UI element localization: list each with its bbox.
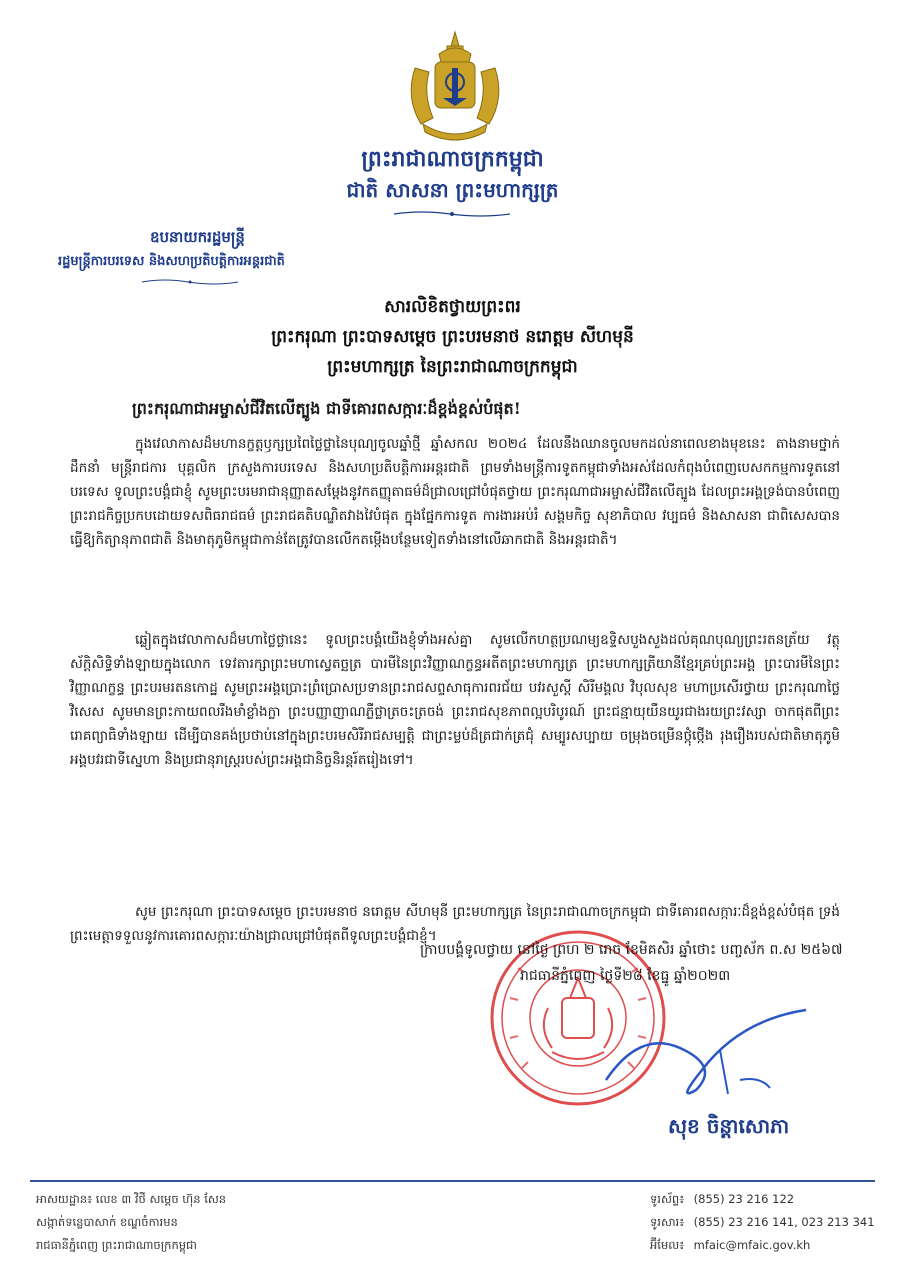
ministry-office: ឧបនាយករដ្ឋមន្ត្រី — [150, 228, 245, 246]
body-paragraph-2: ឆ្លៀតក្នុងវេលាកាសដ៏មហាថ្លៃថ្លានេះ ទូលព្រះបង្គំយើងខ្ញុំទាំងអស់គ្នា សូមលើកហត្ថប្រណម្យឧទ្ទិសបួងសួងដល់គុណបុណ្យព្រះរតនត្រ័យ វត្ថុស័ក្តិសិទ្ធិទាំងឡាយក្នុងលោក ទេវតារក្សាព្រះមហាស្វេតច្ឆត្រ បារមីនៃព្រះវិញ្ញាណក្ខន្ធអតីតព្រះមហាក្សត្រ ព្រះមហាក្សត្រីយានីខ្មែរគ្រប់ព្រះអង្គ ព្រះបារមីនៃព្រះវិញ្ញាណក្ខន្ធ ព្រះបរមរតនកោដ្ឋ សូមព្រះអង្គប្រោះព្រំប្រោសប្រទានព្រះរាជសព្ទសាធុការពរជ័យ បវរសួស្តី សិរីមង្គល វិបុលសុខ មហាប្រសើរថ្វាយ ព្រះករុណាថ្លៃវិសេស សូមមានព្រះកាយពលរឹងមាំខ្លាំងក្លា ព្រះបញ្ញាញាណភ្លឺថ្លាត្រចះត្រចង់ ព្រះរាជសុខភាពល្អបរិបូរណ៍ ព្រះជន្មាយុយឺនយូរជាងរយព្រះវស្សា ចាកផុតពីព្រះរោគព្យាធិទាំងឡាយ ដើម្បីបានគង់ប្រថាប់នៅក្នុងព្រះបរមសិរីរាជសម្បត្តិ ជាព្រះម្លប់ដ៏ត្រជាក់ត្រជុំ សម្បូរសប្បាយ ចម្រុងចម្រើនថ្កុំថ្កើង រុងរឿងរបស់ជាតិមាតុភូមិ អង្គបវរជាទីស្នេហា និងប្រជានុរាស្ត្ររបស់ព្រះអង្គជានិច្ចនិរន្តរ៍តរៀងទៅ។ — [70, 632, 840, 768]
body-paragraph-3: សូម ព្រះករុណា ព្រះបាទសម្តេច ព្រះបរមនាថ នរោត្តម សីហមុនី ព្រះមហាក្សត្រ នៃព្រះរាជាណាចក្រកម្ពុជា ជាទីគោរពសក្ការៈដ៏ខ្ពង់ខ្ពស់បំផុត ទ្រង់ព្រះមេត្តាទទួលនូវការគោរពសក្ការៈយ៉ាងជ្រាលជ្រៅបំផុតពីទូលព្រះបង្គំជាខ្ញុំ។ — [70, 904, 840, 944]
footer-fax — [650, 1215, 875, 1232]
ministry-flourish-icon — [140, 278, 240, 286]
royal-emblem-icon — [395, 28, 515, 148]
dateline-lunar: ក្រាបបង្គំទូលថ្វាយ នៅថ្ងៃ ព្រហ ២ រោច ខែមិគសិរ ឆ្នាំថោះ បញ្ចស័ក ព.ស ២៥៦៧ — [420, 942, 843, 958]
footer-phone — [650, 1192, 794, 1209]
flourish-divider-icon — [392, 210, 512, 218]
phone-value: (855) 23 216 122 — [693, 1192, 795, 1206]
national-motto: ជាតិ សាសនា ព្រះមហាក្សត្រ — [346, 178, 559, 202]
ministry-name: រដ្ឋមន្ត្រីការបរទេស និងសហប្រតិបត្តិការអន្តរជាតិ — [58, 254, 285, 269]
email-value[interactable]: mfaic@mfaic.gov.kh — [693, 1238, 811, 1252]
letter-title: សារលិខិតថ្វាយព្រះពរ — [384, 297, 521, 317]
footer-address-line-2: សង្កាត់ទន្លេបាសាក់ ខណ្ឌចំការមន — [36, 1215, 178, 1229]
letter-recipient-title: ព្រះមហាក្សត្រ នៃព្រះរាជាណាចក្រកម្ពុជា — [327, 357, 578, 377]
body-paragraph-1: ក្នុងវេលាកាសដ៏មហានក្ខត្តឫក្សប្រពៃថ្លៃថ្លានៃបុណ្យចូលឆ្នាំថ្មី ឆ្នាំសកល ២០២៤ ដែលនឹងឈានចូលមកដល់នាពេលខាងមុខនេះ តាងនាមថ្នាក់ដឹកនាំ មន្ត្រីរាជការ បុគ្គលិក ក្រសួងការបរទេស និងសហប្រតិបត្តិការអន្តរជាតិ ព្រមទាំងមន្ត្រីការទូតកម្ពុជាទាំងអស់ដែលកំពុងបំពេញបេសកកម្មការទូតនៅបរទេស ទូលព្រះបង្គំជាខ្ញុំ សូមព្រះបរមរាជានុញ្ញាតសម្តែងនូវកតញ្ញុតាធម៌ដ៏ជ្រាលជ្រៅបំផុតថ្វាយ ព្រះករុណាជាអម្ចាស់ជីវិតលើត្បូង ដែលព្រះអង្គទ្រង់បានបំពេញព្រះរាជកិច្ចប្រកបដោយទសពិធរាជធម៌ ព្រះរាជគតិបណ្ឌិតវាងវៃបំផុត ក្នុងផ្នែកការទូត ការងារអប់រំ សង្គមកិច្ច សុខាភិបាល វប្បធម៌ និងសាសនា ជាពិសេសបានធ្វើឱ្យកិត្យានុភាពជាតិ និងមាតុភូមិកម្ពុជាកាន់តែត្រូវបានលើកតម្កើងបន្ថែមទៀតទាំងនៅលើឆាកជាតិ និងអន្តរជាតិ។ — [70, 436, 840, 548]
letter-recipient: ព្រះករុណា ព្រះបាទសម្តេច ព្រះបរមនាថ នរោត្តម សីហមុនី — [271, 327, 634, 347]
footer-divider — [30, 1180, 875, 1182]
signature-icon — [600, 990, 810, 1100]
signatory-name: សុខ ចិន្តាសោភា — [668, 1114, 790, 1138]
email-label: អ៊ីមែល៖ — [650, 1238, 685, 1252]
salutation: ព្រះករុណាជាអម្ចាស់ជីវិតលើត្បូង ជាទីគោរពសក្ការៈដ៏ខ្ពង់ខ្ពស់បំផុត! — [132, 399, 521, 418]
dateline-gregorian: រាជធានីភ្នំពេញ ថ្ងៃទី២៨ ខែធ្នូ ឆ្នាំ២០២៣ — [520, 968, 731, 984]
footer-address-line-1: អាសយដ្ឋាន៖ លេខ ៣ វិថី សម្តេច ហ៊ុន សែន — [36, 1192, 227, 1206]
phone-label: ទូរស័ព្ទ៖ — [650, 1192, 685, 1206]
fax-value: (855) 23 216 141, 023 213 341 — [693, 1215, 875, 1229]
kingdom-name: ព្រះរាជាណាចក្រកម្ពុជា — [361, 146, 544, 172]
footer-address-line-3: រាជធានីភ្នំពេញ ព្រះរាជាណាចក្រកម្ពុជា — [36, 1238, 197, 1252]
footer-email — [650, 1238, 810, 1255]
fax-label: ទូរសារ៖ — [650, 1215, 685, 1229]
